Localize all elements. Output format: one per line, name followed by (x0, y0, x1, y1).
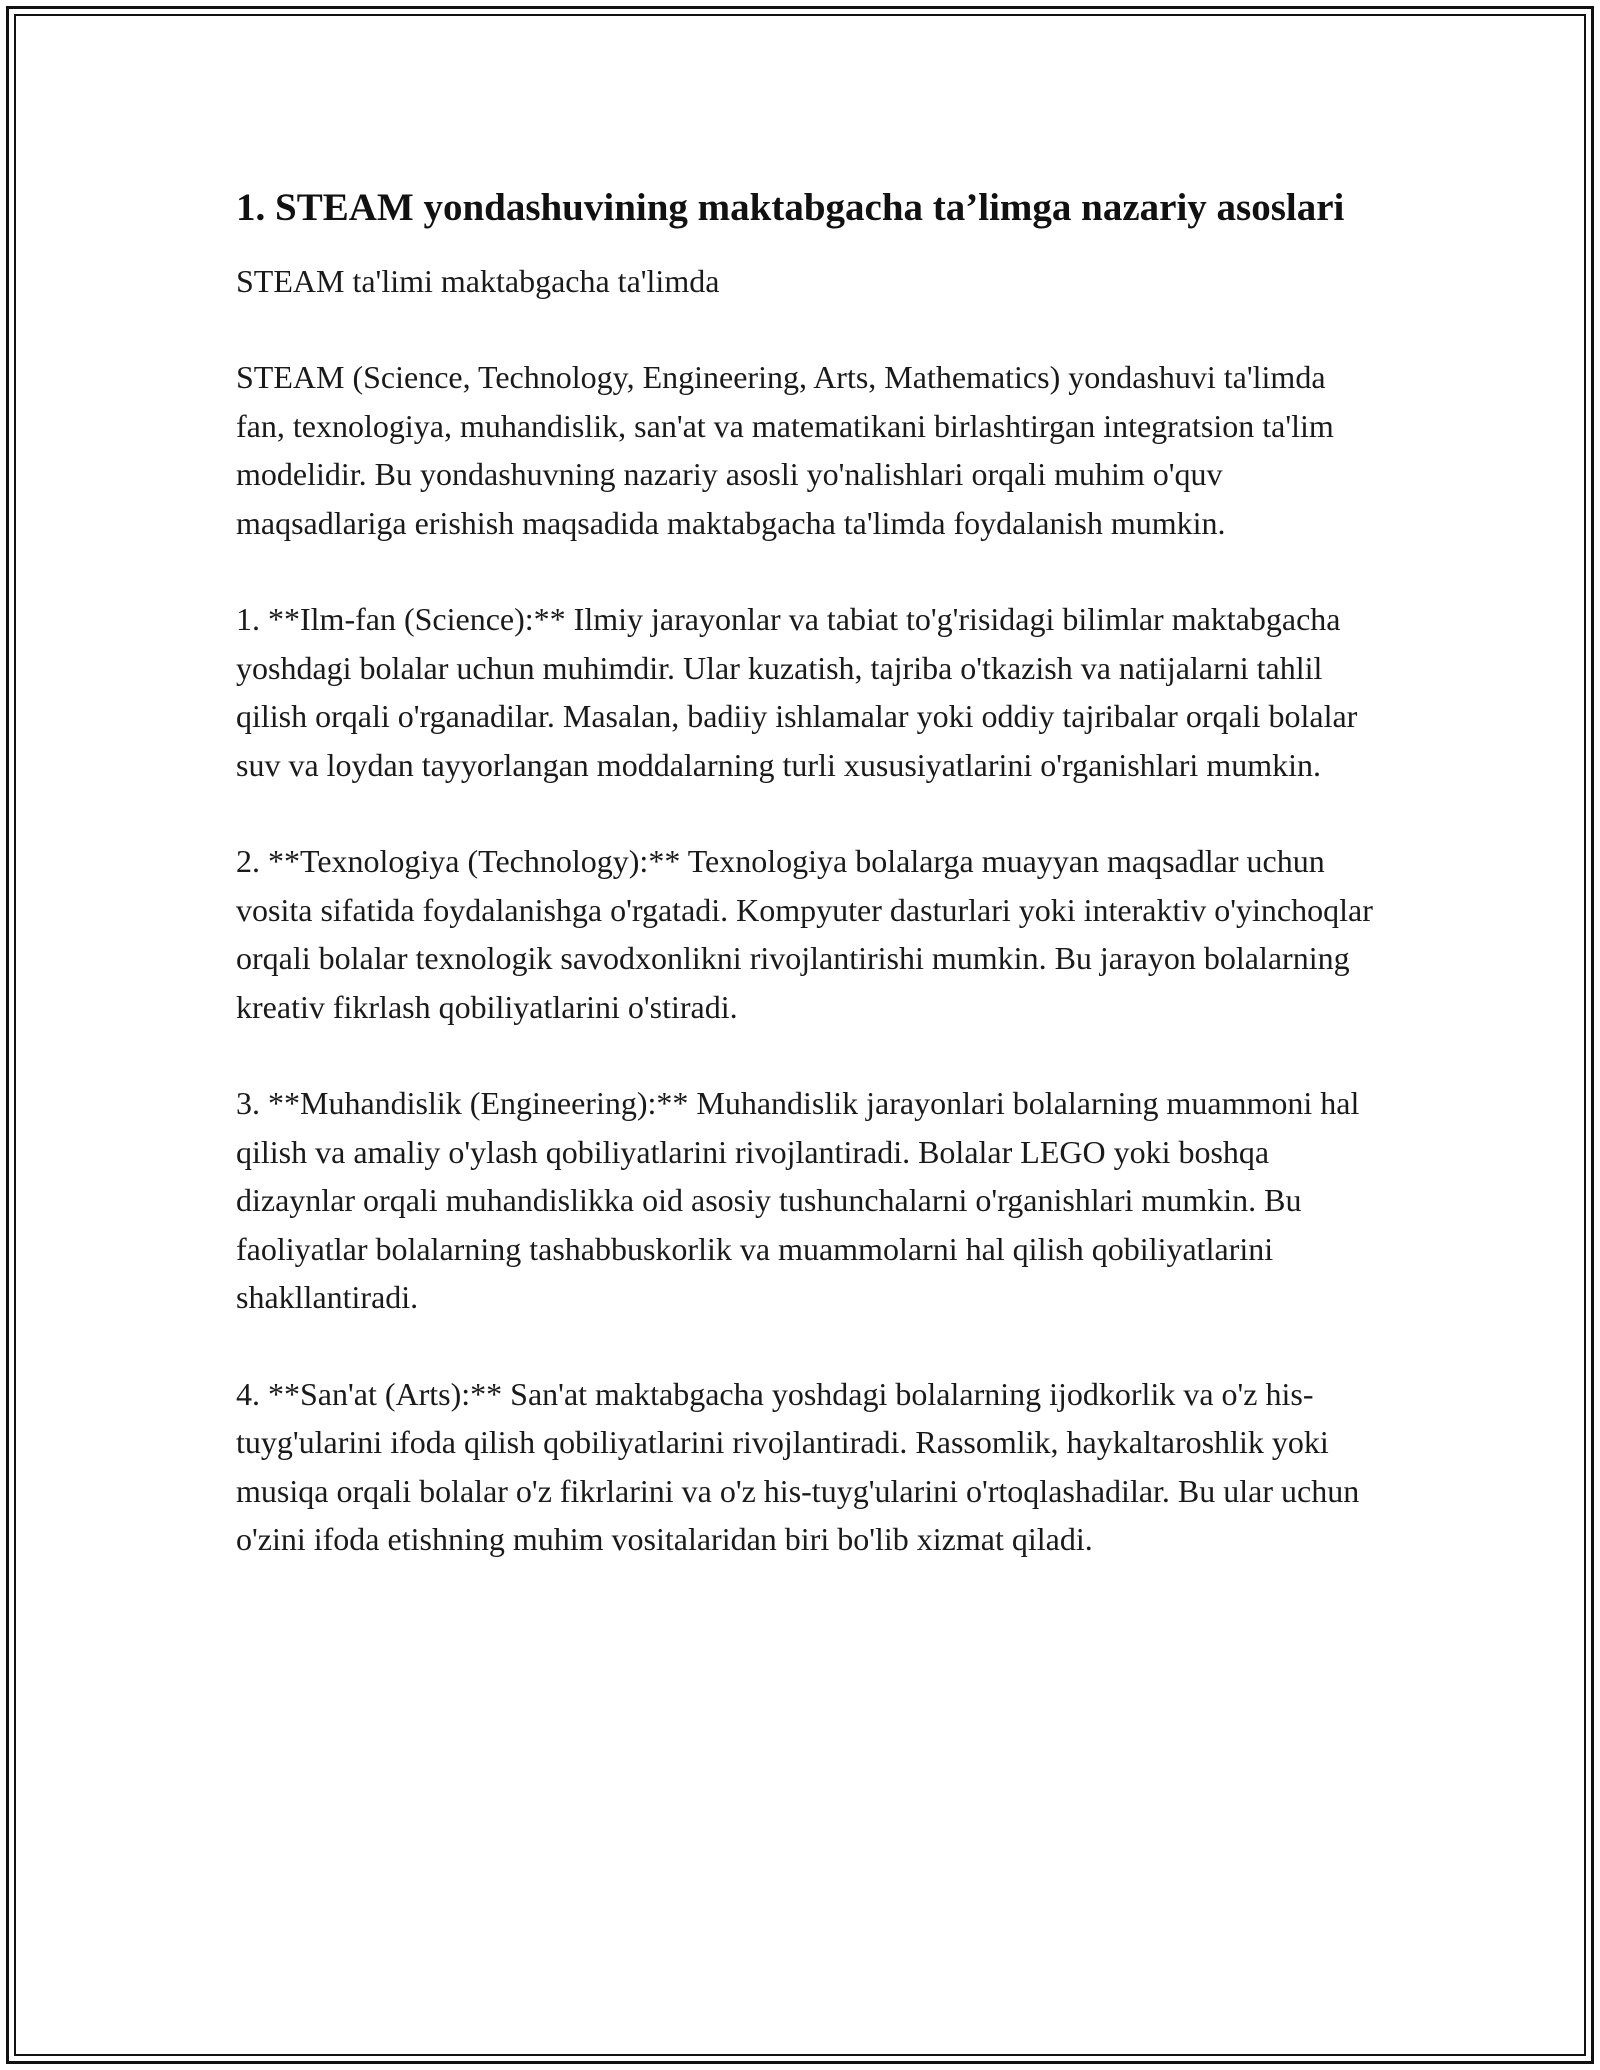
technology-paragraph: 2. **Texnologiya (Technology):** Texnologiya bolalarga muayyan maqsadlar uchun vosita sifatida foydalanishga o'rgatadi. Kompyuter dasturlari yoki interaktiv o'yinchoqlar orqali bolalar texnologik savodxonlikni rivojlantirishi mumkin. Bu jarayon bolalarning kreativ fikrlash qobiliyatlarini o'stiradi. (236, 843, 1373, 1025)
document-subtitle: STEAM ta'limi maktabgacha ta'limda (236, 263, 720, 299)
arts-paragraph: 4. **San'at (Arts):** San'at maktabgacha yoshdagi bolalarning ijodkorlik va o'z his-tuyg'ularini ifoda qilish qobiliyatlarini rivojlantiradi. Rassomlik, haykaltaroshlik yoki musiqa orqali bolalar o'z fikrlarini va o'z his-tuyg'ularini o'rtoqlashadilar. Bu ular uchun o'zini ifoda etishning muhim vositalaridan biri bo'lib xizmat qiladi. (236, 1375, 1360, 1557)
intro-paragraph: STEAM (Science, Technology, Engineering, Arts, Mathematics) yondashuvi ta'limda fan, texnologiya, muhandislik, san'at va matematikani birlashtirgan integratsion ta'lim modelidir. Bu yondashuvning nazariy asosli yo'nalishlari orqali muhim o'quv maqsadlariga erishish maqsadida maktabgacha ta'limda foydalanish mumkin. (236, 359, 1334, 541)
document-title: 1. STEAM yondashuvining maktabgacha ta’limga nazariy asoslari (236, 186, 1345, 229)
engineering-paragraph: 3. **Muhandislik (Engineering):** Muhandislik jarayonlari bolalarning muammoni hal qilish va amaliy o'ylash qobiliyatlarini rivojlantiradi. Bolalar LEGO yoki boshqa dizaynlar orqali muhandislikka oid asosiy tushunchalarni o'rganishlari mumkin. Bu faoliyatlar bolalarning tashabbuskorlik va muammolarni hal qilish qobiliyatlarini shakllantiradi. (236, 1085, 1360, 1315)
science-paragraph: 1. **Ilm-fan (Science):** Ilmiy jarayonlar va tabiat to'g'risidagi bilimlar maktabgacha yoshdagi bolalar uchun muhimdir. Ular kuzatish, tajriba o'tkazish va natijalarni tahlil qilish orqali o'rganadilar. Masalan, badiiy ishlamalar yoki oddiy tajribalar orqali bolalar suv va loydan tayyorlangan moddalarning turli xususiyatlarini o'rganishlari mumkin. (236, 601, 1358, 783)
document-body (236, 180, 1376, 1612)
